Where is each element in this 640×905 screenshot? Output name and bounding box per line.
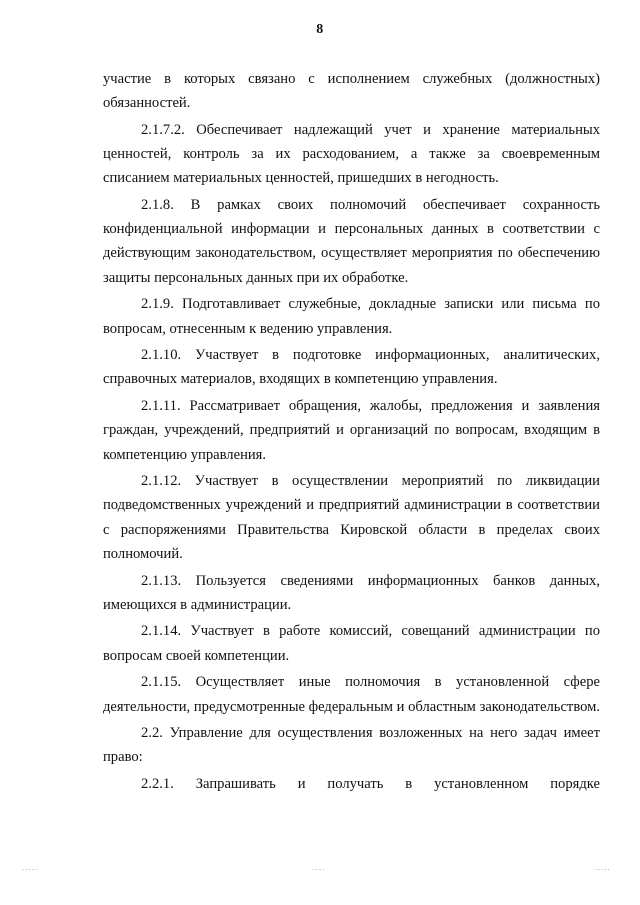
scan-mark-left: ·-·-· xyxy=(22,866,39,874)
paragraph-2-2: 2.2. Управление для осуществления возложенных на него задач имеет право: xyxy=(103,725,600,766)
page-number: 8 xyxy=(316,22,324,37)
paragraph-2-1-9: 2.1.9. Подготавливает служебные, докладные записки или письма по вопросам, отнесенным к ведению управления. xyxy=(103,296,600,337)
paragraph-2-1-13: 2.1.13. Пользуется сведениями информационных банков данных, имеющихся в администрации. xyxy=(103,572,600,613)
paragraph-continuation: участие в которых связано с исполнением служебных (должностных) обязанностей. xyxy=(103,71,600,112)
paragraph-2-1-15: 2.1.15. Осуществляет иные полномочия в установленной сфере деятельности, предусмотренные федеральным и областным законодательством. xyxy=(103,674,601,715)
paragraph-2-1-7-2: 2.1.7.2. Обеспечивает надлежащий учет и хранение материальных ценностей, контроль за их расходованием, а также за своевременным списанием материальных ценностей, пришедших в негодность. xyxy=(103,121,600,187)
scan-mark-center: ·--· xyxy=(312,866,326,874)
paragraph-2-2-1: 2.2.1. Запрашивать и получать в установленном порядке xyxy=(141,776,600,793)
paragraph-2-1-8: 2.1.8. В рамках своих полномочий обеспечивает сохранность конфиденциальной информации и персональных данных в соответствии с действующим законодательством, осуществляет мероприятия по обеспечению защиты персональных данных при их обработке. xyxy=(103,197,600,286)
paragraph-2-1-10: 2.1.10. Участвует в подготовке информационных, аналитических, справочных материалов, входящих в компетенцию управления. xyxy=(103,347,600,388)
paragraph-2-1-11: 2.1.11. Рассматривает обращения, жалобы, предложения и заявления граждан, учреждений, предприятий и организаций по вопросам, входящим в компетенцию управления. xyxy=(103,398,600,463)
paragraph-2-1-14: 2.1.14. Участвует в работе комиссий, совещаний администрации по вопросам своей компетенции. xyxy=(103,623,600,664)
document-body xyxy=(103,67,600,799)
paragraph-2-1-12: 2.1.12. Участвует в осуществлении мероприятий по ликвидации подведомственных учреждений и предприятий администрации в соответствии с распоряжениями Правительства Кировской области в пределах своих полномочий. xyxy=(103,473,600,562)
scan-mark-right: ·-·-· xyxy=(594,866,611,874)
